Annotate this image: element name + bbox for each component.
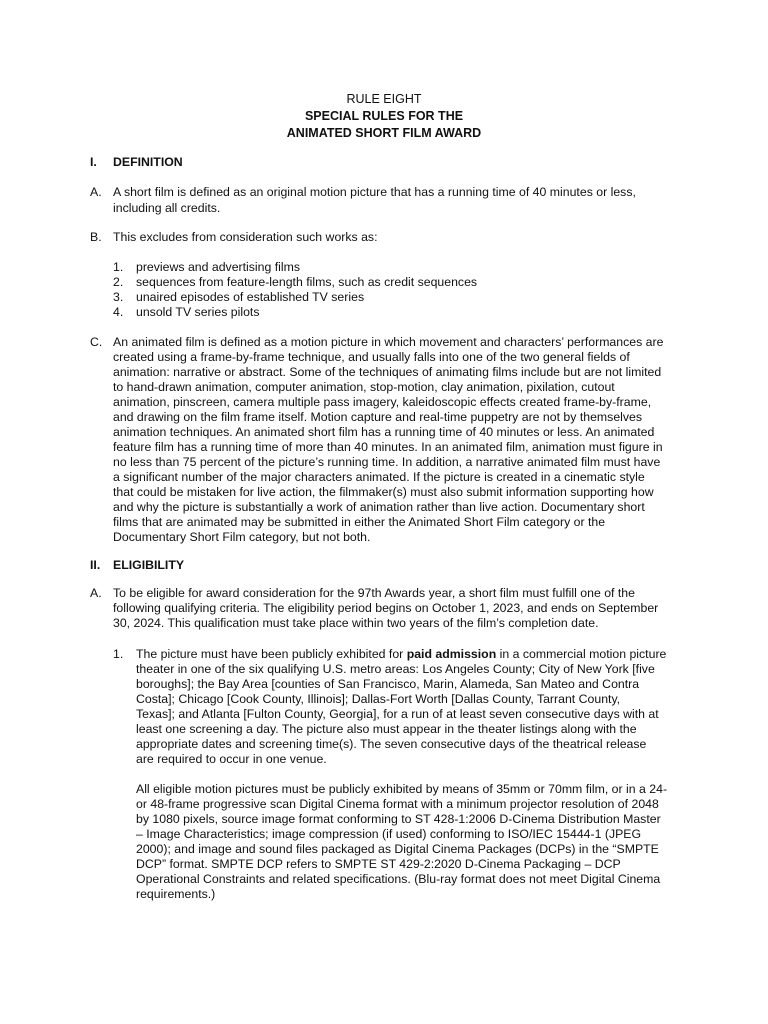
title-line-2: ANIMATED SHORT FILM AWARD [286,126,482,140]
item-c-line: and why the picture is substantially a work of animation rather than live action. Documentary short [113,500,645,514]
item-c-line: that could be mistaken for live action, the filmmaker(s) must also submit information supporting how [113,485,654,499]
criterion-1-line: least one screening a day. The picture also must appear in the theater listings along with the [136,722,637,736]
item-c-line: created using a frame-by-frame technique, and usually falls into one of the two general fields of [113,350,630,364]
item-c-line: and drawing on the film frame itself. Motion capture and real-time puppetry are not by themselves [113,410,643,424]
item-c-line: animation techniques. An animated short film has a running time of 40 minutes or less. An animated [113,425,655,439]
item-c-line: animation, pinscreen, camera multiple pass imagery, kaleidoscopic effects created frame-by-frame, [113,395,652,409]
format-paragraph-line: requirements.) [136,887,216,901]
list-item: unsold TV series pilots [136,305,260,319]
item-c-line: to hand-drawn animation, computer animation, stop-motion, clay animation, pixilation, cutout [113,380,615,394]
criterion-text: in a commercial motion picture [496,647,667,661]
rule-number: RULE EIGHT [346,92,422,106]
paid-admission-emphasis: paid admission [406,647,497,661]
item-c-line: no less than 75 percent of the picture’s running time. In addition, a narrative animated film must have [113,455,661,469]
criterion-text: The picture must have been publicly exhibited for [136,647,407,661]
section-2-number: II. [90,558,101,572]
list-number: 2. [113,275,124,289]
criterion-1-line: are required to occur in one venue. [136,752,327,766]
title-line-1: SPECIAL RULES FOR THE [304,109,464,123]
section-1-number: I. [90,155,97,169]
item-c-line: An animated film is defined as a motion picture in which movement and characters’ performances are [113,335,664,349]
criterion-1-line: theater in one of the six qualifying U.S. metro areas: Los Angeles County; City of New York [five [136,662,655,676]
criterion-1-line: boroughs]; the Bay Area [counties of San Francisco, Marin, Alameda, San Mateo and Contra [136,677,640,691]
item-c-line: a significant number of the major characters animated. If the picture is created in a cinematic style [113,470,645,484]
item-c-line: animation: narrative or abstract. Some of the techniques of animating films include but are not limited [113,365,662,379]
criterion-1-first-line [136,647,666,663]
eligibility-a-line: following qualifying criteria. The eligibility period begins on October 1, 2023, and ends on September [113,601,659,615]
section-2-heading: ELIGIBILITY [113,558,185,572]
item-c-line: films that are animated may be submitted in either the Animated Short Film category or the [113,515,606,529]
criterion-1-line: Costa]; Chicago [Cook County, Illinois]; Dallas-Fort Worth [Dallas County, Tarrant County, [136,692,621,706]
item-a-line: A short film is defined as an original motion picture that has a running time of 40 minutes or less, [113,185,636,199]
criterion-1-line: appropriate dates and screening time(s). The seven consecutive days of the theatrical release [136,737,647,751]
item-a-marker: A. [90,185,102,199]
list-number: 4. [113,305,124,319]
list-number: 3. [113,290,124,304]
format-paragraph-line: or 48-frame progressive scan Digital Cinema format with a minimum projector resolution of 2048 [136,797,659,811]
item-a-line: including all credits. [113,200,221,215]
format-paragraph-line: – Image Characteristics; image compression (if used) conforming to ISO/IEC 15444-1 (JPEG [136,827,642,841]
list-item: previews and advertising films [136,260,301,274]
format-paragraph-line: All eligible motion pictures must be publicly exhibited by means of 35mm or 70mm film, or in a 24- [136,782,668,796]
list-item: unaired episodes of established TV series [136,290,365,304]
section-1-heading: DEFINITION [113,155,183,169]
format-paragraph-line: DCP” format. SMPTE DCP refers to SMPTE ST 429-2:2020 D-Cinema Packaging – DCP [136,857,621,871]
item-c-line: Documentary Short Film category, but not both. [113,530,371,544]
criterion-1-line: Texas]; and Atlanta [Fulton County, Georgia], for a run of at least seven consecutive days with at [136,707,659,721]
eligibility-a-line: To be eligible for award consideration for the 97th Awards year, a short film must fulfill one of the [113,586,635,600]
criterion-number: 1. [113,647,124,661]
eligibility-a-line: 30, 2024. This qualification must take place within two years of the film’s completion date. [113,616,599,630]
format-paragraph-line: 2000); and image and sound files packaged as Digital Cinema Packages (DCPs) in the “SMPTE [136,842,659,856]
item-b-line: This excludes from consideration such works as: [113,230,378,244]
item-c-line: feature film has a running time of more than 40 minutes. In an animated film, animation must figure in [113,440,663,454]
item-b-marker: B. [90,230,102,244]
format-paragraph-line: by 1080 pixels, source image format conforming to ST 428-1:2006 D-Cinema Distribution Master [136,812,661,826]
list-number: 1. [113,260,124,274]
format-paragraph-line: Operational Constraints and related specifications. (Blu-ray format does not meet Digital Cinema [136,872,661,886]
item-c-marker: C. [90,335,103,349]
eligibility-a-marker: A. [90,586,102,600]
list-item: sequences from feature-length films, such as credit sequences [136,275,478,289]
